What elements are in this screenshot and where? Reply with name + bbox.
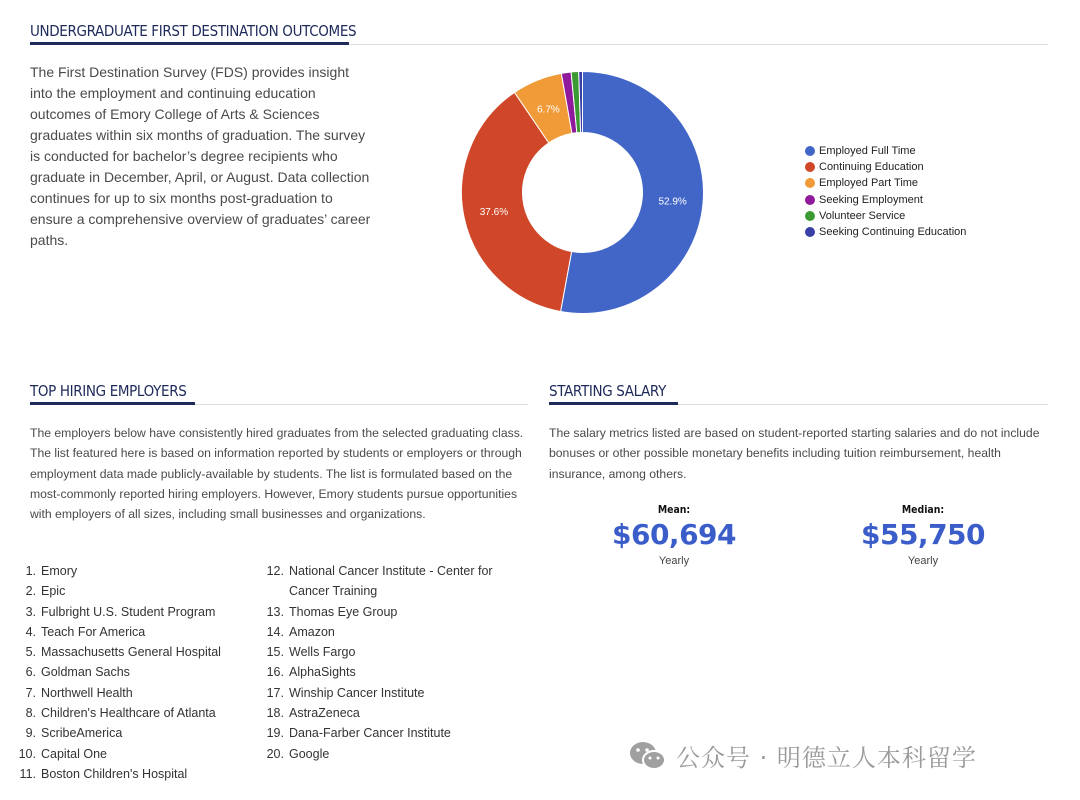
employer-name: Google <box>289 746 330 761</box>
employer-list-item <box>262 561 522 602</box>
employer-rank: 16. <box>266 665 284 680</box>
legend-item[interactable] <box>805 208 966 224</box>
employer-rank: 12. <box>266 564 284 578</box>
salary-heading-underline <box>549 402 678 405</box>
donut-data-label: 52.9% <box>658 196 687 208</box>
legend-item[interactable] <box>805 159 966 175</box>
employer-rank: 9. <box>25 726 36 741</box>
employer-name: Boston Children's Hospital <box>41 766 188 781</box>
employer-rank: 14. <box>266 624 284 639</box>
employer-name: National Cancer Institute - Center for Cancer Training <box>289 564 493 599</box>
employer-list-item <box>262 642 522 662</box>
median-value: $55,750 <box>860 518 986 551</box>
employer-rank: 3. <box>25 604 36 619</box>
mean-period: Yearly <box>658 555 690 567</box>
employer-name: Children's Healthcare of Atlanta <box>41 706 216 721</box>
wechat-icon <box>628 740 668 772</box>
donut-data-label: 37.6% <box>479 207 509 219</box>
employers-description: The employers below have consistently hired graduates from the selected graduating class. The list featured here is based on information reported by students or employers or through employment data made publicly-available by students. The list is formulated based on the most-commonly reported hiring employers. However, Emory students pursue opportunities with employers of all sizes, including small businesses and organizations. <box>30 426 524 522</box>
employer-list-item <box>14 744 264 764</box>
median-period: Yearly <box>907 555 939 567</box>
legend-swatch <box>805 211 815 221</box>
employer-rank: 18. <box>266 706 284 721</box>
employer-rank: 20. <box>266 746 284 761</box>
legend-item[interactable] <box>805 224 966 240</box>
employers-heading-underline <box>30 402 195 405</box>
employer-name: Emory <box>41 564 78 578</box>
employer-name: Epic <box>41 584 66 599</box>
employer-name: Dana-Farber Cancer Institute <box>289 726 451 741</box>
legend-swatch <box>805 162 815 172</box>
employer-name: Amazon <box>289 624 335 639</box>
median-label: Median: <box>901 503 945 516</box>
employer-list-item <box>262 703 522 723</box>
mean-value: $60,694 <box>611 518 737 551</box>
employer-list-item <box>262 723 522 743</box>
outcomes-donut-chart <box>455 65 710 320</box>
donut-data-label: 6.7% <box>536 104 560 116</box>
employer-list-item <box>14 703 264 723</box>
watermark-text: 公众号 · 明德立人本科留学 <box>676 744 977 772</box>
employer-rank: 13. <box>266 604 284 619</box>
employer-rank: 6. <box>25 665 36 680</box>
employer-list-item <box>14 581 264 601</box>
employer-rank: 1. <box>25 564 36 578</box>
legend-swatch <box>805 227 815 237</box>
employer-rank: 5. <box>25 645 36 660</box>
employer-rank: 4. <box>25 624 36 639</box>
employer-rank: 8. <box>25 706 36 721</box>
employer-name: Fulbright U.S. Student Program <box>41 604 216 619</box>
outcomes-heading: UNDERGRADUATE FIRST DESTINATION OUTCOMES <box>30 22 357 40</box>
legend-label: Seeking Employment <box>819 193 923 206</box>
employer-name: AlphaSights <box>289 665 356 680</box>
employer-name: Northwell Health <box>41 685 133 700</box>
legend-swatch <box>805 146 815 156</box>
employer-rank: 7. <box>25 685 36 700</box>
legend-swatch <box>805 178 815 188</box>
legend-item[interactable] <box>805 175 966 191</box>
employer-list-item <box>14 622 264 642</box>
employer-list-item <box>14 561 264 581</box>
employers-list-column-1 <box>14 561 264 784</box>
employers-list-column-2 <box>262 561 522 764</box>
employer-list-item <box>14 602 264 622</box>
employer-name: ScribeAmerica <box>41 726 123 741</box>
employer-list-item <box>262 683 522 703</box>
employer-name: Teach For America <box>41 624 146 639</box>
employer-list-item <box>14 723 264 743</box>
outcomes-intro-text: The First Destination Survey (FDS) provides insight into the employment and continuing education outcomes of Emory College of Arts & Sciences graduates within six months of graduation. The survey is conducted for bachelor’s degree recipients who graduate in December, April, or August. Data collection continues for up to six months post-graduation to ensure a comprehensive overview of graduates’ career paths. <box>30 64 371 248</box>
employer-rank: 15. <box>266 645 284 660</box>
employer-rank: 11. <box>19 766 36 781</box>
employer-list-item <box>14 683 264 703</box>
legend-label: Employed Part Time <box>819 177 919 190</box>
employer-name: Goldman Sachs <box>41 665 130 680</box>
employer-list-item <box>262 744 522 764</box>
mean-salary-stat <box>574 503 774 567</box>
employer-list-item <box>14 662 264 682</box>
employer-list-item <box>262 662 522 682</box>
employer-rank: 17. <box>266 685 284 700</box>
legend-label: Continuing Education <box>819 161 924 174</box>
mean-label: Mean: <box>657 503 691 516</box>
legend-item[interactable] <box>805 143 966 159</box>
employer-name: Capital One <box>41 746 108 761</box>
salary-description: The salary metrics listed are based on student-reported starting salaries and do not include bonuses or other possible monetary benefits including tuition reimbursement, health insurance, among others. <box>549 426 1040 481</box>
employer-list-item <box>262 602 522 622</box>
legend-label: Volunteer Service <box>819 209 906 222</box>
legend-label: Employed Full Time <box>819 145 916 158</box>
legend-label: Seeking Continuing Education <box>819 226 967 239</box>
employer-list-item <box>262 622 522 642</box>
watermark <box>628 738 977 773</box>
legend-swatch <box>805 195 815 205</box>
employer-name: Thomas Eye Group <box>289 604 398 619</box>
employer-list-item <box>14 764 264 784</box>
employer-list-item <box>14 642 264 662</box>
employer-rank: 10. <box>18 746 36 761</box>
employer-name: Winship Cancer Institute <box>289 685 425 700</box>
employer-rank: 2. <box>25 584 36 599</box>
employer-rank: 19. <box>266 726 284 741</box>
chart-legend <box>805 143 966 240</box>
employer-name: Wells Fargo <box>289 645 356 660</box>
outcomes-heading-underline <box>30 42 349 45</box>
median-salary-stat <box>823 503 1023 567</box>
salary-heading: STARTING SALARY <box>549 382 666 400</box>
employers-heading: TOP HIRING EMPLOYERS <box>30 382 187 400</box>
legend-item[interactable] <box>805 192 966 208</box>
employer-name: Massachusetts General Hospital <box>41 645 221 660</box>
employer-name: AstraZeneca <box>289 706 360 721</box>
